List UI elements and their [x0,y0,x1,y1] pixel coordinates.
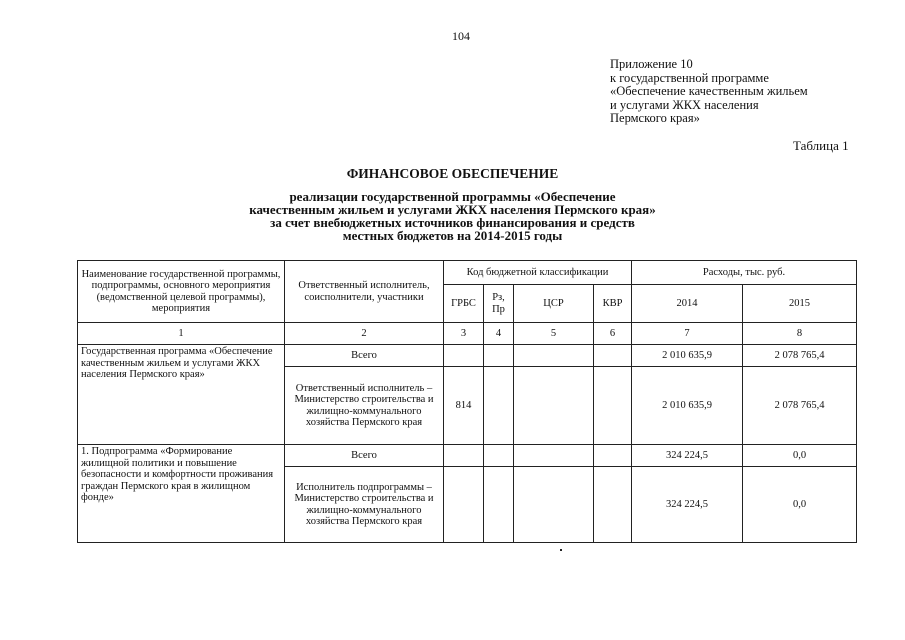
subtitle-line: реализации государственной программы «Обеспечение [289,189,616,204]
table-row [78,345,857,367]
header-code-group: Код бюджетной классификации [444,261,632,285]
subprogram-total-2015: 0,0 [743,445,857,467]
column-number: 5 [514,323,594,345]
column-number-row [78,323,857,345]
header-expenses-group: Расходы, тыс. руб. [632,261,857,285]
appendix-line: Приложение 10 [610,57,693,71]
column-number: 6 [594,323,632,345]
header-kvr: КВР [594,285,632,323]
subprogram-executor: Исполнитель подпрограммы – Министерство строительства и жилищно-коммунального хозяйства Пермского края [285,467,444,543]
header-year-2015: 2015 [743,285,857,323]
appendix-line: к государственной программе [610,70,769,85]
financing-table [77,260,857,543]
subtitle-line: местных бюджетов на 2014-2015 годы [342,228,563,243]
header-csr: ЦСР [514,285,594,323]
program-total-label: Всего [285,345,444,367]
program-total-2014: 2 010 635,9 [632,345,743,367]
column-number: 1 [78,323,285,345]
program-executor: Ответственный исполнитель – Министерство строительства и жилищно-коммунального хозяйства Пермского края [285,367,444,445]
table-row [78,445,857,467]
subtitle-line: за счет внебюджетных источников финансирования и средств [270,215,635,230]
subprogram-total-2014: 324 224,5 [632,445,743,467]
subprogram-name: 1. Подпрограмма «Формирование жилищной политики и повышение безопасности и комфортности проживания граждан Пермского края в жилищном фонде» [78,445,285,543]
document-title: ФИНАНСОВОЕ ОБЕСПЕЧЕНИЕ [346,166,559,181]
program-total-2015: 2 078 765,4 [743,345,857,367]
header-row [78,261,857,285]
appendix-line: Пермского края» [610,111,700,125]
table-number: Таблица 1 [793,138,849,153]
column-number: 2 [285,323,444,345]
column-number: 7 [632,323,743,345]
column-number: 8 [743,323,857,345]
scan-speck [560,549,562,551]
header-year-2014: 2014 [632,285,743,323]
header-executor: Ответственный исполнитель, соисполнители, участники [285,261,444,323]
appendix-line: «Обеспечение качественным жильем [610,84,808,98]
subprogram-exec-2015: 0,0 [743,467,857,543]
appendix-note [610,58,808,126]
column-number: 4 [484,323,514,345]
page-number: 104 [452,29,470,43]
program-exec-2015: 2 078 765,4 [743,367,857,445]
header-name: Наименование государственной программы, подпрограммы, основного мероприятия (ведомственной целевой программы), мероприятия [78,261,285,323]
header-rzpr: Рз, Пр [484,285,514,323]
program-exec-2014: 2 010 635,9 [632,367,743,445]
subprogram-total-label: Всего [285,445,444,467]
header-grbs: ГРБС [444,285,484,323]
program-name: Государственная программа «Обеспечение качественным жильем и услугами ЖКХ населения Пермского края» [78,345,285,445]
document-subtitle [0,190,905,242]
appendix-line: и услугами ЖКХ населения [610,97,759,112]
subtitle-line: качественным жильем и услугами ЖКХ населения Пермского края» [249,202,656,217]
subprogram-exec-2014: 324 224,5 [632,467,743,543]
program-grbs: 814 [444,367,484,445]
column-number: 3 [444,323,484,345]
